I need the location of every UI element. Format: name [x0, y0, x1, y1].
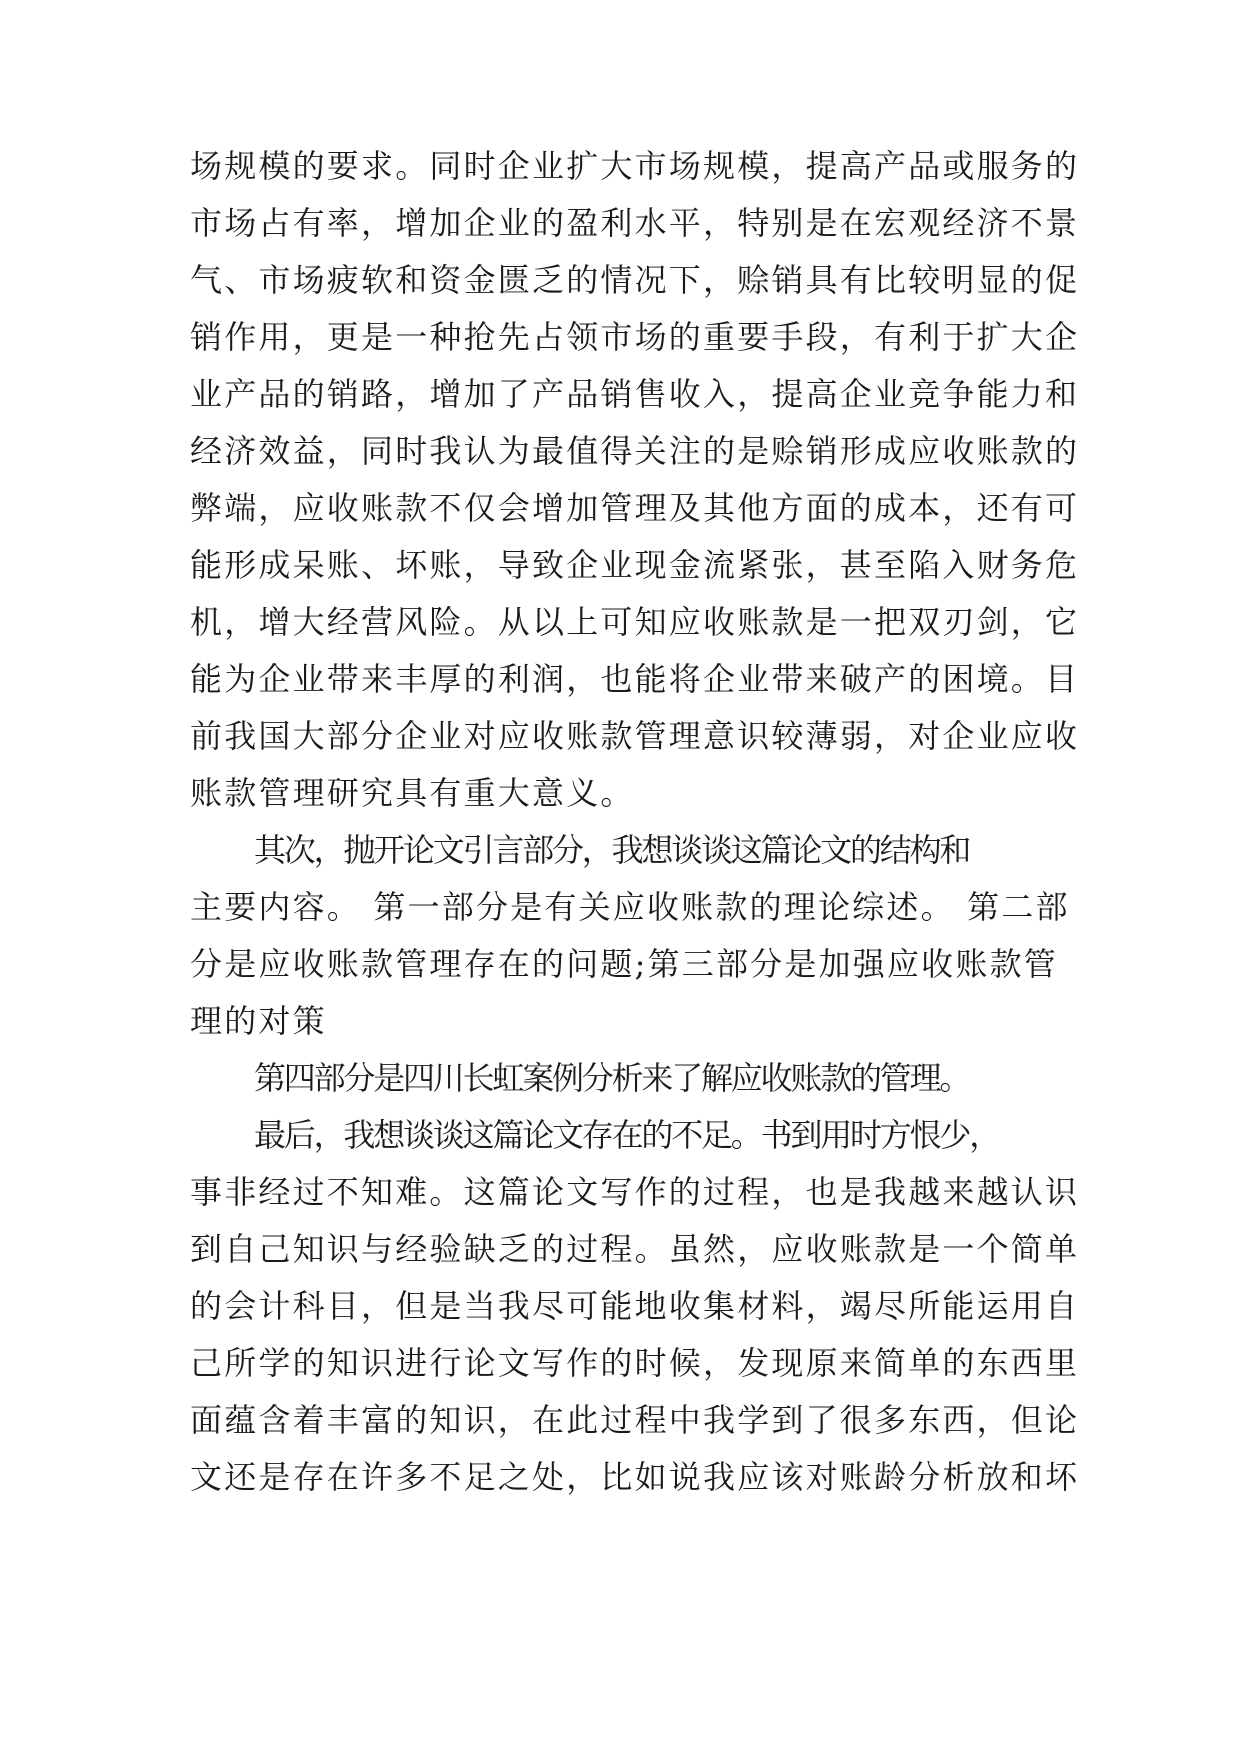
- text-line-4: 销作用，更是一种抢先占领市场的重要手段，有利于扩大企: [190, 318, 1080, 356]
- text-line-18: 最后，我想谈谈这篇论文存在的不足。书到用时方恨少，: [254, 1116, 1000, 1154]
- text-line-23: 面蕴含着丰富的知识，在此过程中我学到了很多东西，但论: [190, 1401, 1080, 1439]
- text-line-19: 事非经过不知难。这篇论文写作的过程，也是我越来越认识: [190, 1173, 1080, 1211]
- text-line-8: 能形成呆账、坏账，导致企业现金流紧张，甚至陷入财务危: [190, 546, 1080, 584]
- text-line-10: 能为企业带来丰厚的利润，也能将企业带来破产的困境。目: [190, 660, 1080, 698]
- text-line-22: 己所学的知识进行论文写作的时候，发现原来简单的东西里: [190, 1344, 1080, 1382]
- text-line-16: 理的对策: [190, 1002, 327, 1040]
- text-line-3: 气、市场疲软和资金匮乏的情况下，赊销具有比较明显的促: [190, 261, 1080, 299]
- text-line-24: 文还是存在许多不足之处，比如说我应该对账龄分析放和坏: [190, 1458, 1080, 1496]
- text-line-15: 分是应收账款管理存在的问题;第三部分是加强应收账款管: [190, 945, 1058, 983]
- text-line-9: 机，增大经营风险。从以上可知应收账款是一把双刃剑，它: [190, 603, 1080, 641]
- text-line-7: 弊端，应收账款不仅会增加管理及其他方面的成本，还有可: [190, 489, 1080, 527]
- text-line-20: 到自己知识与经验缺乏的过程。虽然，应收账款是一个简单: [190, 1230, 1080, 1268]
- text-line-11: 前我国大部分企业对应收账款管理意识较薄弱，对企业应收: [190, 717, 1080, 755]
- text-line-2: 市场占有率，增加企业的盈利水平，特别是在宏观经济不景: [190, 204, 1080, 242]
- text-line-6: 经济效益，同时我认为最值得关注的是赊销形成应收账款的: [190, 432, 1080, 470]
- text-line-5: 业产品的销路，增加了产品销售收入，提高企业竞争能力和: [190, 375, 1080, 413]
- text-line-14: 主要内容。 第一部分是有关应收账款的理论综述。 第二部: [190, 888, 1070, 926]
- text-line-12: 账款管理研究具有重大意义。: [190, 774, 635, 812]
- text-line-1: 场规模的要求。同时企业扩大市场规模，提高产品或服务的: [190, 147, 1080, 185]
- text-line-13: 其次，抛开论文引言部分，我想谈谈这篇论文的结构和: [254, 831, 970, 869]
- text-line-21: 的会计科目，但是当我尽可能地收集材料，竭尽所能运用自: [190, 1287, 1080, 1325]
- text-line-17: 第四部分是四川长虹案例分析来了解应收账款的管理。: [254, 1059, 970, 1097]
